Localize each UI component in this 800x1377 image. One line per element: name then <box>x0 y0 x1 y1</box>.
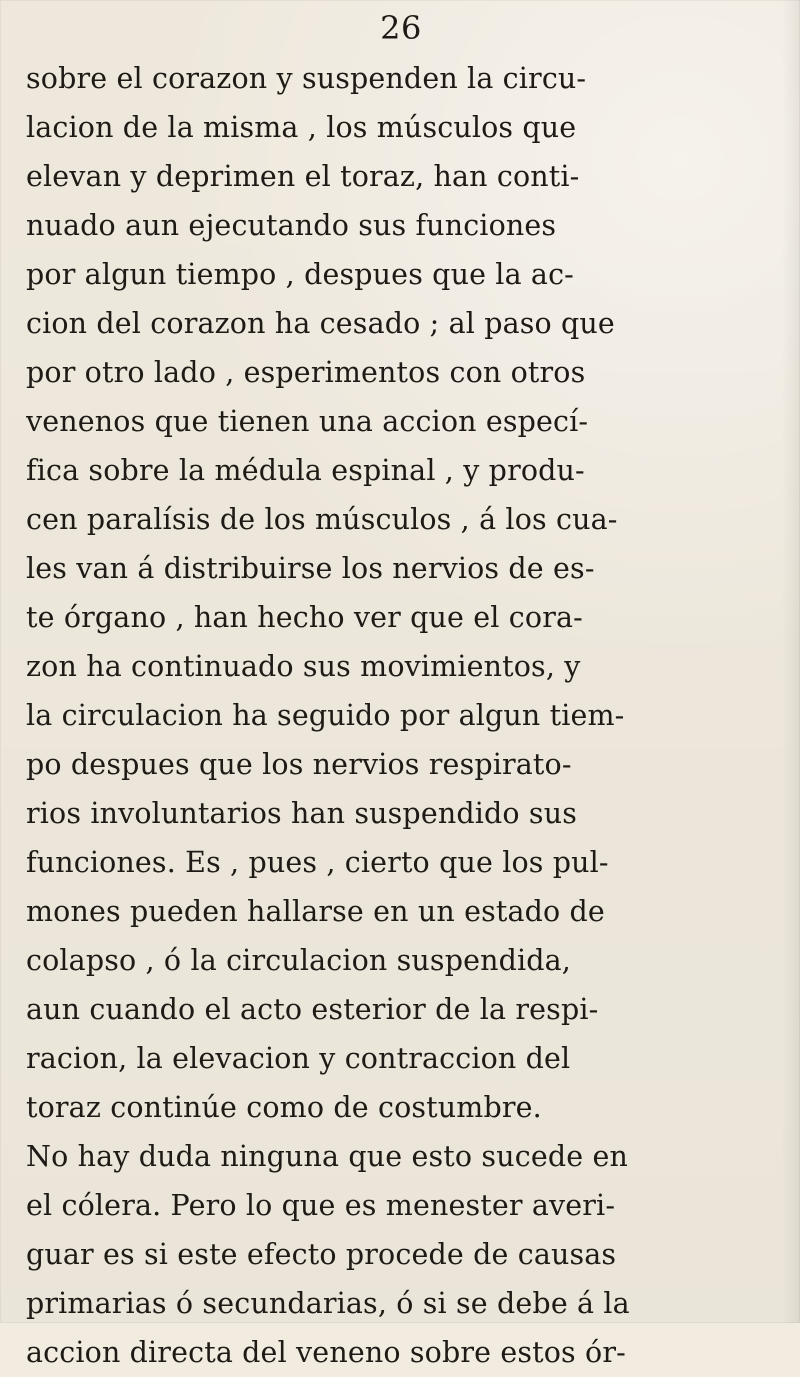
text-line: aun cuando el acto esterior de la respi- <box>26 993 599 1026</box>
text-line: por otro lado , esperimentos con otros <box>26 356 586 389</box>
text-line: la circulacion ha seguido por algun tiem- <box>26 699 625 732</box>
text-line: primarias ó secundarias, ó si se debe á la <box>26 1287 630 1320</box>
body-text <box>26 54 770 1377</box>
text-line: racion, la elevacion y contraccion del <box>26 1042 571 1075</box>
text-line: les van á distribuirse los nervios de es- <box>26 552 595 585</box>
text-line: elevan y deprimen el toraz, han conti- <box>26 160 580 193</box>
text-line: cion del corazon ha cesado ; al paso que <box>26 307 615 340</box>
text-line: venenos que tienen una accion especí- <box>26 405 589 438</box>
text-line: cen paralísis de los músculos , á los cua- <box>26 503 618 536</box>
text-line: No hay duda ninguna que esto sucede en <box>26 1140 628 1173</box>
text-line: fica sobre la médula espinal , y produ- <box>26 454 585 487</box>
text-line: funciones. Es , pues , cierto que los pul- <box>26 846 609 879</box>
text-line: te órgano , han hecho ver que el cora- <box>26 601 583 634</box>
text-line: lacion de la misma , los músculos que <box>26 111 577 144</box>
text-line: accion directa del veneno sobre estos ór- <box>26 1336 626 1369</box>
text-line: guar es si este efecto procede de causas <box>26 1238 617 1271</box>
text-line: zon ha continuado sus movimientos, y <box>26 650 581 683</box>
text-line: mones pueden hallarse en un estado de <box>26 895 605 928</box>
text-line: toraz continúe como de costumbre. <box>26 1091 542 1124</box>
text-line: po despues que los nervios respirato- <box>26 748 572 781</box>
text-line: por algun tiempo , despues que la ac- <box>26 258 574 291</box>
page-edge-shadow <box>782 0 800 1323</box>
page-number: 26 <box>380 9 422 47</box>
text-line: nuado aun ejecutando sus funciones <box>26 209 557 242</box>
text-line: el cólera. Pero lo que es menester averi- <box>26 1189 616 1222</box>
text-line: sobre el corazon y suspenden la circu- <box>26 62 587 95</box>
text-line: rios involuntarios han suspendido sus <box>26 797 577 830</box>
text-line: colapso , ó la circulacion suspendida, <box>26 944 572 977</box>
